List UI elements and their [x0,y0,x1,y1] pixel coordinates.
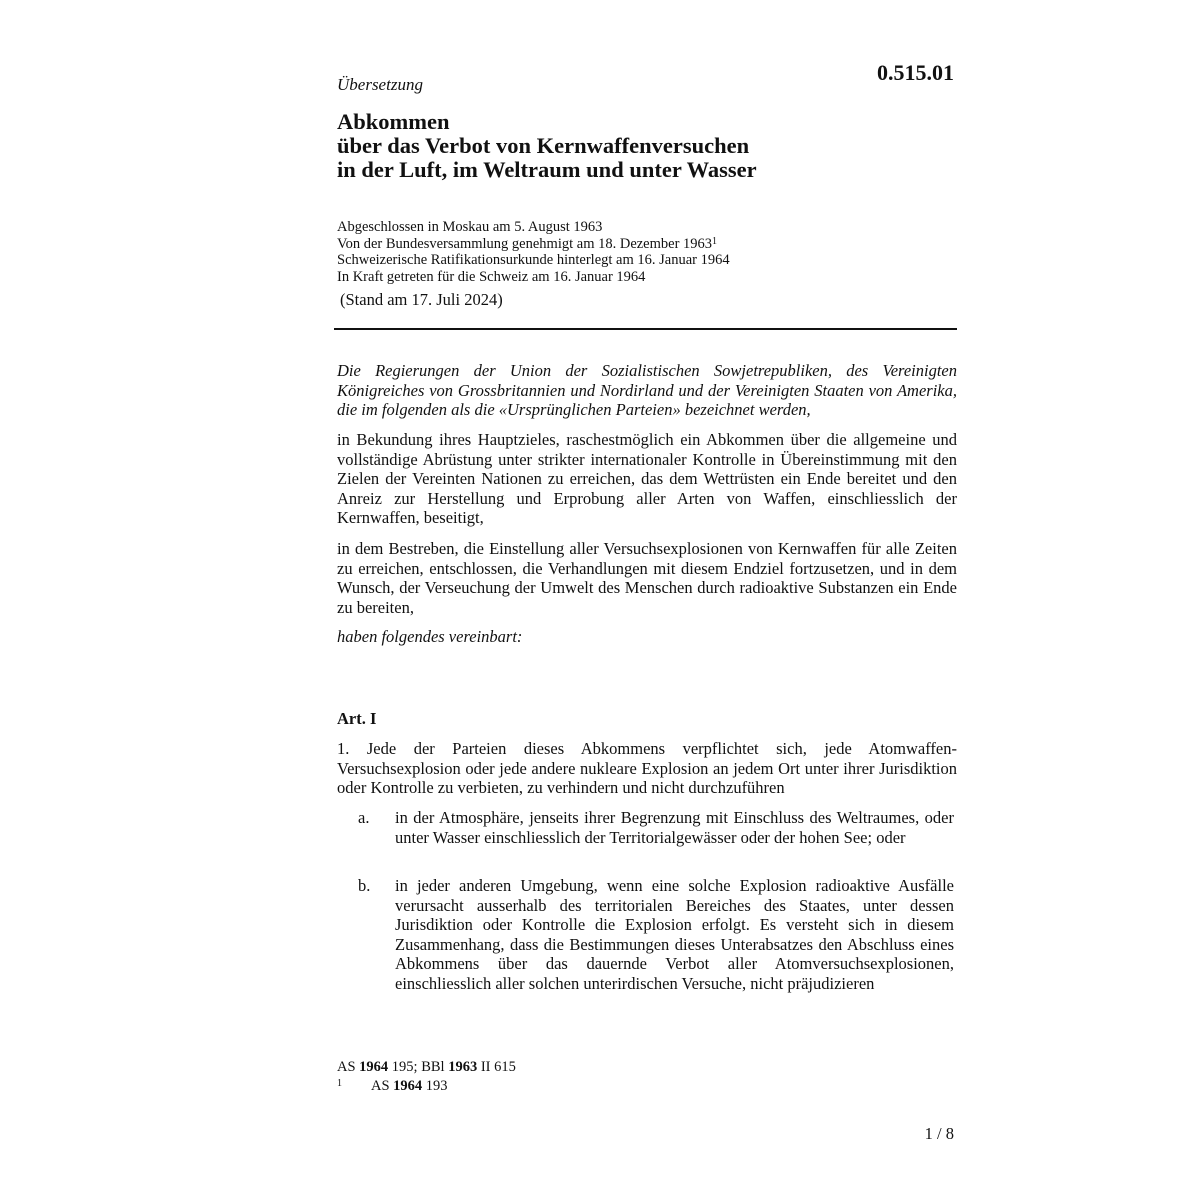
preamble-paragraph: in Bekundung ihres Hauptzieles, raschestmöglich ein Abkommen über die allgemeine und vollständige Abrüstung unter strikter internationaler Kontrolle in Übereinstimmung mit den Zielen der Vereinten Nationen zu erreichen, das dem Wettrüsten ein Ende bereitet und den Anreiz zur Herstellung und Erprobung aller Arten von Waffen, einschliesslich der Kernwaffen, beseitigt, [337,430,957,527]
footnote-number: 1 [337,1078,342,1089]
document-title [337,110,757,182]
sr-number: 0.515.01 [877,60,954,85]
title-line: Abkommen [337,109,450,134]
list-item-text: in jeder anderen Umgebung, wenn eine solche Explosion radioaktive Ausfälle verursacht ausserhalb des territorialen Bereiches des Staates, unter dessen Jurisdiktion oder Kontrolle die Explosion erfolgt. Es versteht sich in diesem Zusammenhang, dass die Bestimmungen dieses Unterabsatzes den Abschluss eines Abkommens über das dauernde Verbot aller Atomversuchsexplosionen, einschliesslich aller solchen unterirdischen Versuche, nicht präjudizieren [395,876,954,993]
ratification-date: Schweizerische Ratifikationsurkunde hinterlegt am 16. Januar 1964 [337,252,730,268]
approval-date: Von der Bundesversammlung genehmigt am 18. Dezember 1963 [337,235,713,252]
translation-label: Übersetzung [337,75,423,94]
preamble-paragraph: in dem Bestreben, die Einstellung aller Versuchsexplosionen von Kernwaffen für alle Zeiten zu erreichen, entschlossen, die Verhandlungen mit diesem Endziel fortzusetzen, und in dem Wunsch, der Verseuchung der Umwelt des Menschen durch radioaktive Substanzen ein Ende zu bereiten, [337,539,957,617]
page-content [337,0,957,1200]
document-metadata [337,219,730,285]
in-force-date: In Kraft getreten für die Schweiz am 16. Januar 1964 [337,268,646,285]
list-item-text: in der Atmosphäre, jenseits ihrer Begrenzung mit Einschluss des Weltraumes, oder unter Wasser einschliesslich der Territorialgewässer oder der hohen See; oder [395,808,954,847]
footnote-1: 1 AS 1964 193 [337,1077,516,1096]
list-marker: b. [358,876,371,895]
page-number: 1 / 8 [924,1124,954,1143]
title-line: in der Luft, im Weltraum und unter Wasser [337,157,757,182]
article-title: Art. I [337,709,377,728]
list-marker: a. [358,808,370,827]
status-date: (Stand am 17. Juli 2024) [340,290,503,309]
title-line: über das Verbot von Kernwaffenversuchen [337,133,750,158]
footnotes [337,1058,516,1096]
concluded-date: Abgeschlossen in Moskau am 5. August 1963 [337,219,603,235]
article-paragraph: 1. Jede der Parteien dieses Abkommens verpflichtet sich, jede Atomwaffen-Versuchsexplosion oder jede andere nukleare Explosion an jedem Ort unter ihrer Jurisdiktion oder Kontrolle zu verbieten, zu verhindern und nicht durchzuführen [337,739,957,797]
preamble-agreement: haben folgendes vereinbart: [337,627,523,646]
header-divider [334,328,957,330]
footnote-ref[interactable]: 1 [712,235,718,247]
approval-line [337,236,730,253]
preamble-parties: Die Regierungen der Union der Sozialistischen Sowjetrepubliken, des Vereinigten Königreiches von Grossbritannien und Nordirland und der Vereinigten Staaten von Amerika, die im folgenden als die «Ursprünglichen Parteien» bezeichnet werden, [337,361,957,419]
source-reference: AS 1964 195; BBl 1963 II 615 [337,1059,516,1075]
